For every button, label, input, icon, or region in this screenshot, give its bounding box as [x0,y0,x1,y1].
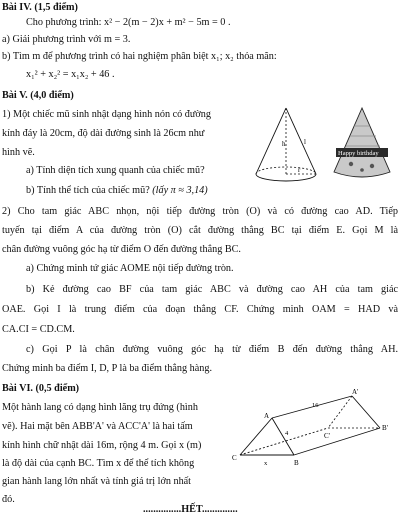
cone-h-label: h [282,140,286,148]
x-label: x [264,460,268,467]
section-vi-line5: gian hành lang lớn nhất và tính giá trị lớn nhất [2,476,192,487]
prism-figure [232,388,400,472]
party-hat-icon [334,108,390,177]
section-iv-part-b: b) Tìm m để phương trình có hai nghiệm phân biệt x₁; x₂ thỏa mãn: [2,51,277,62]
length-label: 16 [312,402,319,409]
section-iv-title: Bài IV. (1,5 điểm) [2,2,78,13]
cone-l-label: l [304,138,306,146]
section-vi-line2: vẽ). Hai mặt bên ABB'A' và ACC'A' là hai tấm [2,421,193,432]
vertex-a1-label: A' [352,388,359,396]
width-label: 4 [285,430,289,437]
section-v-p1-b [26,186,208,196]
vertex-a-label: A [264,412,270,420]
section-iv-intro: Cho phương trình: x² − 2(m − 2)x + m² − 5m = 0 . [26,17,231,28]
section-vi-line1: Một hành lang có dạng hình lăng trụ đứng (hình [2,402,198,413]
section-v-p1-line2: kính đáy là 20cm, độ dài đường sinh là 26cm như [2,128,205,139]
section-v-p2-b-line2: OAE. Gọi I là trung điểm của đoạn thẳng CF. Chứng minh OAM = HAD và [2,304,398,315]
cone-figure [254,106,400,190]
section-vi-line6: đó. [2,494,15,505]
section-v-p1-line1: 1) Một chiếc mũ sinh nhật dạng hình nón có đường [2,109,211,120]
vertex-b1-label: B' [382,424,388,432]
section-v-p1-a: a) Tính diện tích xung quanh của chiếc mũ? [26,165,205,176]
vertex-b-label: B [294,459,299,467]
section-vi-title: Bài VI. (0,5 điểm) [2,383,80,394]
section-v-p2-line2: tuyến tại điểm A của đường tròn (O) cắt đường thẳng BC tại điểm E. Gọi M là [2,225,398,236]
section-v-p2-line3: chân đường vuông góc hạ từ điểm O đến đường thẳng BC. [2,244,241,255]
p1-b-note: (lấy π ≈ 3,14) [152,185,208,196]
party-hat-text: Happy birthday [338,150,379,157]
section-v-p2-c-line2: Chứng minh ba điểm I, D, P là ba điểm thẳng hàng. [2,363,212,374]
footer-end: ...............HẾT.............. [143,504,238,515]
section-iv-condition: x₁² + x₂² = x₁x₂ + 46 . [26,69,115,80]
section-vi-line4: là độ dài của cạnh BC. Tìm x để thể tích không [2,458,195,469]
cone-r-label: r [298,166,301,174]
section-v-title: Bài V. (4,0 điểm) [2,90,74,101]
section-v-p1-line3: hình vẽ. [2,147,35,158]
section-v-p2-line1: 2) Cho tam giác ABC nhọn, nội tiếp đường tròn (O) và có đường cao AD. Tiếp [2,206,398,217]
section-v-p2-b-line1: b) Kẻ đường cao BF của tam giác ABC và đường cao AH của tam giác [26,284,398,295]
vertex-c-label: C [232,454,237,462]
p1-b-text: b) Tính thể tích của chiếc mũ? [26,185,150,196]
vertex-c1-label: C' [324,432,330,440]
section-v-p2-a: a) Chứng minh tứ giác AOME nội tiếp đường tròn. [26,263,234,274]
section-iv-part-a: a) Giải phương trình với m = 3. [2,34,131,45]
section-v-p2-b-line3: CA.CI = CD.CM. [2,324,75,335]
section-vi-line3: kính hình chữ nhật dài 16m, rộng 4 m. Gọi x (m) [2,440,202,451]
section-v-p2-c-line1: c) Gọi P là chân đường vuông góc hạ từ điểm B đến đường thẳng AH. [26,344,398,355]
